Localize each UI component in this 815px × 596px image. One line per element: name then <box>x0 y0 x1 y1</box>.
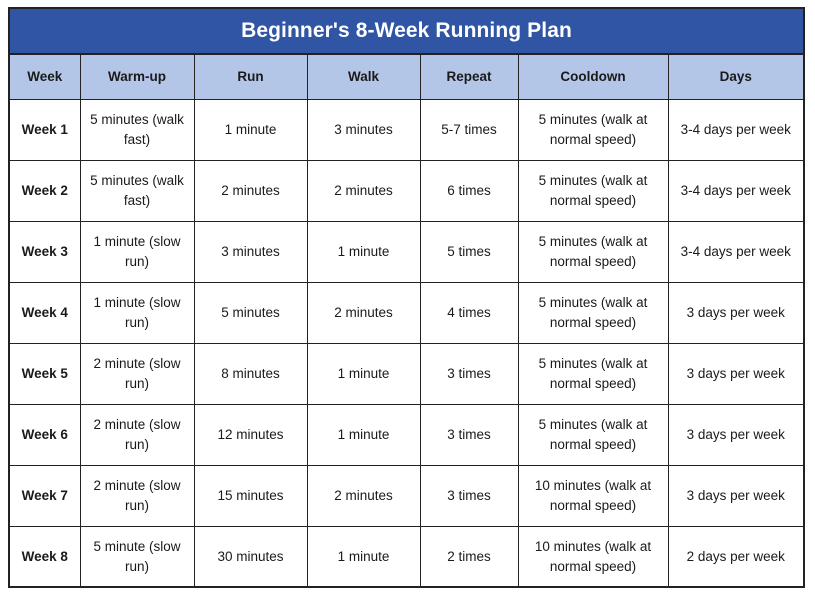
column-header-run: Run <box>194 55 307 100</box>
cell-warm-up: 1 minute (slow run) <box>80 222 194 283</box>
cell-warm-up: 2 minute (slow run) <box>80 344 194 405</box>
cell-repeat: 6 times <box>420 161 518 222</box>
cell-walk: 2 minutes <box>307 283 420 344</box>
cell-days: 2 days per week <box>668 527 803 588</box>
column-header-repeat: Repeat <box>420 55 518 100</box>
cell-week: Week 6 <box>10 405 80 466</box>
cell-days: 3 days per week <box>668 344 803 405</box>
cell-week: Week 4 <box>10 283 80 344</box>
cell-days: 3-4 days per week <box>668 100 803 161</box>
cell-cooldown: 10 minutes (walk at normal speed) <box>518 466 668 527</box>
cell-week: Week 8 <box>10 527 80 588</box>
cell-week: Week 2 <box>10 161 80 222</box>
running-plan-table <box>10 55 803 587</box>
table-row <box>10 100 803 161</box>
cell-repeat: 4 times <box>420 283 518 344</box>
cell-walk: 1 minute <box>307 222 420 283</box>
table-row <box>10 344 803 405</box>
cell-walk: 1 minute <box>307 344 420 405</box>
table-row <box>10 161 803 222</box>
running-plan-table-frame <box>8 7 805 588</box>
cell-days: 3 days per week <box>668 405 803 466</box>
cell-run: 8 minutes <box>194 344 307 405</box>
cell-warm-up: 1 minute (slow run) <box>80 283 194 344</box>
table-row <box>10 222 803 283</box>
cell-cooldown: 5 minutes (walk at normal speed) <box>518 344 668 405</box>
cell-days: 3 days per week <box>668 466 803 527</box>
column-header-warm-up: Warm-up <box>80 55 194 100</box>
cell-run: 30 minutes <box>194 527 307 588</box>
cell-week: Week 3 <box>10 222 80 283</box>
cell-repeat: 3 times <box>420 466 518 527</box>
header-row <box>10 55 803 100</box>
cell-week: Week 7 <box>10 466 80 527</box>
column-header-days: Days <box>668 55 803 100</box>
table-row <box>10 466 803 527</box>
column-header-cooldown: Cooldown <box>518 55 668 100</box>
cell-repeat: 3 times <box>420 405 518 466</box>
cell-cooldown: 5 minutes (walk at normal speed) <box>518 222 668 283</box>
cell-cooldown: 5 minutes (walk at normal speed) <box>518 283 668 344</box>
cell-walk: 3 minutes <box>307 100 420 161</box>
cell-run: 5 minutes <box>194 283 307 344</box>
cell-cooldown: 5 minutes (walk at normal speed) <box>518 405 668 466</box>
cell-warm-up: 2 minute (slow run) <box>80 466 194 527</box>
cell-walk: 1 minute <box>307 405 420 466</box>
column-header-week: Week <box>10 55 80 100</box>
cell-warm-up: 5 minutes (walk fast) <box>80 100 194 161</box>
cell-warm-up: 5 minute (slow run) <box>80 527 194 588</box>
table-row <box>10 527 803 588</box>
cell-cooldown: 5 minutes (walk at normal speed) <box>518 100 668 161</box>
cell-days: 3 days per week <box>668 283 803 344</box>
cell-warm-up: 2 minute (slow run) <box>80 405 194 466</box>
cell-days: 3-4 days per week <box>668 161 803 222</box>
cell-run: 2 minutes <box>194 161 307 222</box>
cell-walk: 1 minute <box>307 527 420 588</box>
cell-warm-up: 5 minutes (walk fast) <box>80 161 194 222</box>
cell-run: 3 minutes <box>194 222 307 283</box>
cell-repeat: 2 times <box>420 527 518 588</box>
cell-repeat: 5 times <box>420 222 518 283</box>
cell-repeat: 5-7 times <box>420 100 518 161</box>
cell-days: 3-4 days per week <box>668 222 803 283</box>
cell-walk: 2 minutes <box>307 161 420 222</box>
table-row <box>10 405 803 466</box>
table-row <box>10 283 803 344</box>
cell-cooldown: 10 minutes (walk at normal speed) <box>518 527 668 588</box>
cell-repeat: 3 times <box>420 344 518 405</box>
cell-run: 15 minutes <box>194 466 307 527</box>
cell-cooldown: 5 minutes (walk at normal speed) <box>518 161 668 222</box>
cell-week: Week 1 <box>10 100 80 161</box>
cell-walk: 2 minutes <box>307 466 420 527</box>
cell-week: Week 5 <box>10 344 80 405</box>
table-title: Beginner's 8-Week Running Plan <box>10 9 803 55</box>
cell-run: 12 minutes <box>194 405 307 466</box>
column-header-walk: Walk <box>307 55 420 100</box>
cell-run: 1 minute <box>194 100 307 161</box>
